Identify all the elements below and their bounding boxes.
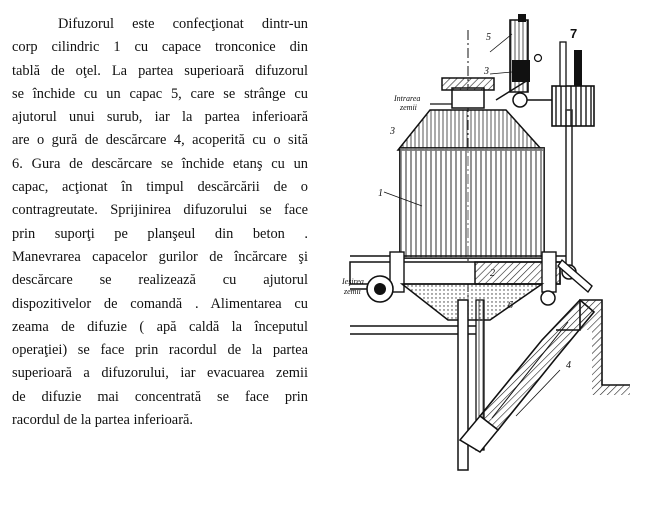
label-outlet-1: Ieşirea — [342, 277, 364, 286]
label-3-cone: 3 — [390, 126, 395, 137]
text-line: dispozitivelor de comandă . Alimentarea cu — [12, 295, 308, 312]
diffuser-drawing — [330, 0, 646, 512]
text-line: zeama de difuzie ( apă caldă la începutul — [12, 318, 308, 335]
label-inlet-1: Intrarea — [394, 94, 421, 103]
text-line: 6. Gura de descărcare se închide etanş cu un — [12, 155, 308, 172]
label-outlet-2: zemii — [344, 287, 361, 296]
text-line: ajutorul unui surub, iar la partea inferioară — [12, 109, 308, 126]
text-line: descărcare se realizează cu ajutorul — [12, 272, 308, 289]
text-line: racordul de la partea inferioară. — [12, 412, 193, 429]
text-line: corp cilindric 1 cu capace tronconice din — [12, 39, 308, 56]
text-line: are o gură de descărcare 4, acoperită cu o sită — [12, 132, 308, 149]
label-1: 1 — [378, 188, 383, 199]
top-neck — [452, 88, 484, 108]
text-line: contragreutate. Sprijinirea difuzorului se face — [12, 202, 308, 219]
text-line: prin suporţi pe planşeul din beton . — [12, 225, 308, 242]
right-rod — [566, 110, 572, 270]
label-4: 4 — [566, 360, 571, 371]
text-line: de difuzie mai concentrată se face prin — [12, 388, 308, 405]
text-line: tablă de oţel. La partea superioară difuzorul — [12, 62, 308, 79]
top-cover-5 — [442, 78, 494, 90]
discharge-chute-4 — [480, 300, 594, 430]
text-line: operaţiei) se face prin racordul de la partea — [12, 342, 308, 359]
diffuser-svg — [330, 0, 646, 512]
label-6: 6 — [508, 300, 513, 311]
upper-cone — [398, 110, 542, 150]
lower-cone — [402, 284, 542, 320]
control-device — [552, 86, 594, 126]
text-line: Difuzorul este confecţionat dintr-un — [58, 16, 308, 32]
text-line: Manevrarea capacelor gurilor de încărcare şi — [12, 248, 308, 265]
label-3-top: 3 — [484, 66, 489, 77]
paragraph — [12, 13, 308, 432]
label-5: 5 — [486, 32, 491, 43]
text-line: capac, acţionat în timpul descărcării de o — [12, 179, 308, 196]
label-7: 7 — [570, 26, 578, 41]
text-line: se închide cu un capac 5, care se strânge cu — [12, 85, 308, 102]
label-inlet-2: zemii — [400, 103, 417, 112]
text-line: superioară a difuzorului, iar evacuarea zemii — [12, 365, 308, 382]
label-2: 2 — [490, 268, 495, 279]
